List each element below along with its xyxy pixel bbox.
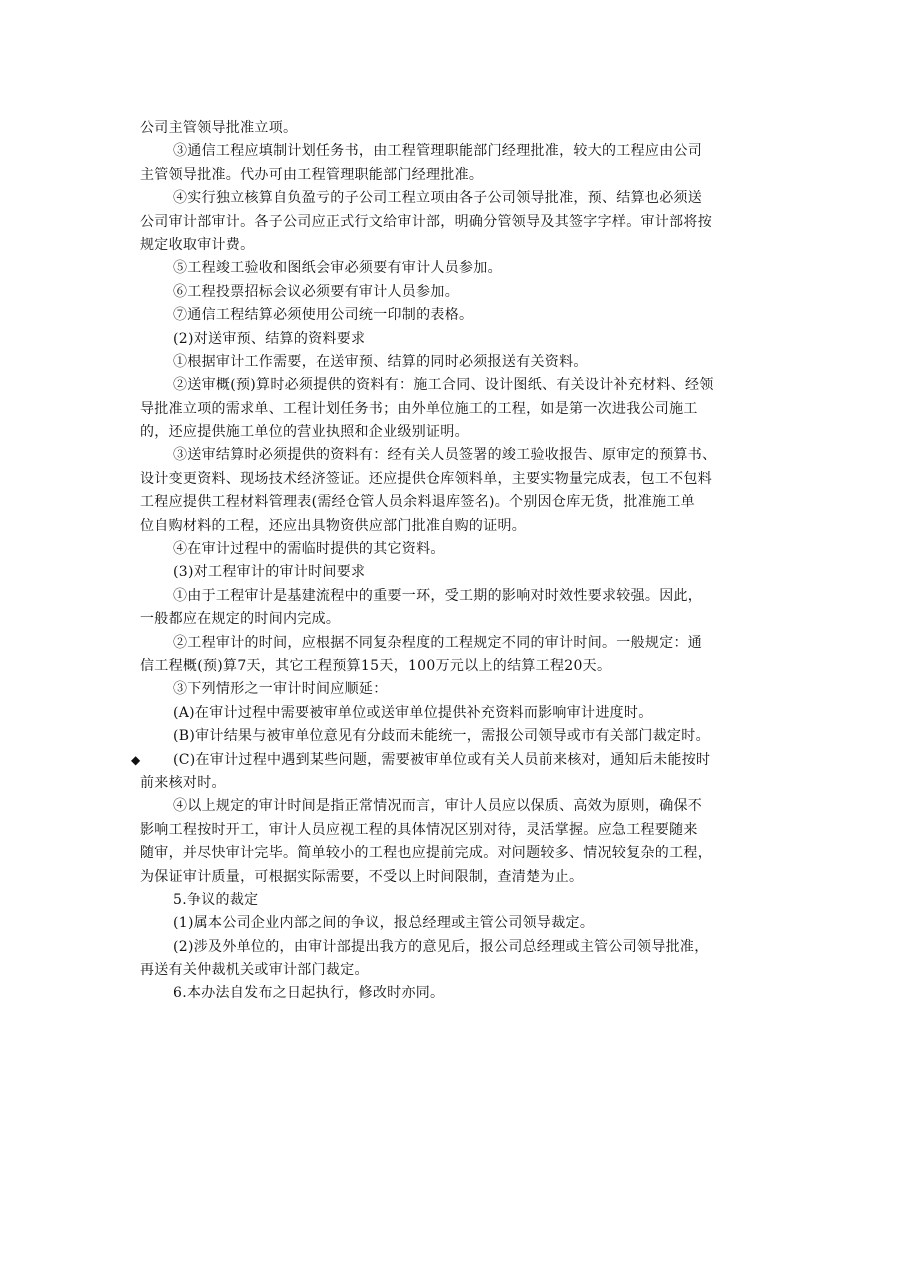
text-line: ②工程审计的时间，应根据不同复杂程度的工程规定不同的审计时间。一般规定：通 xyxy=(173,634,703,651)
text-line: ④以上规定的审计时间是指正常情况而言，审计人员应以保质、高效为原则，确保不 xyxy=(173,798,703,815)
text-line: 的，还应提供施工单位的营业执照和企业级别证明。 xyxy=(140,424,469,441)
text-line: 位自购材料的工程，还应出具物资供应部门批准自购的证明。 xyxy=(140,517,527,534)
text-line: 影响工程按时开工，审计人员应视工程的具体情况区别对待，灵活掌握。应急工程要随来 xyxy=(140,821,698,838)
section-heading: 5.争议的裁定 xyxy=(173,891,259,908)
section-heading: (3)对工程审计的审计时间要求 xyxy=(173,564,366,581)
text-line: 6.本办法自发布之日起执行，修改时亦同。 xyxy=(173,985,445,1002)
text-line: ③通信工程应填制计划任务书，由工程管理职能部门经理批准，较大的工程应由公司 xyxy=(173,143,703,160)
text-line: (A)在审计过程中需要被审单位或送审单位提供补充资料而影响审计进度时。 xyxy=(173,704,653,721)
text-line: 信工程概(预)算7天，其它工程预算15天，100万元以上的结算工程20天。 xyxy=(140,657,612,674)
text-line: 公司审计部审计。各子公司应正式行文给审计部，明确分管领导及其签字字样。审计部将按 xyxy=(140,213,712,230)
text-line: 再送有关仲裁机关或审计部门裁定。 xyxy=(140,962,369,979)
document-body xyxy=(131,117,772,1006)
text-line: 前来核对时。 xyxy=(140,774,226,791)
text-line: ③送审结算时必须提供的资料有：经有关人员签署的竣工验收报告、原审定的预算书、 xyxy=(173,447,717,464)
text-line: 设计变更资料、现场技术经济签证。还应提供仓库领料单，主要实物量完成表，包工不包料 xyxy=(140,470,712,487)
text-line: ⑤工程竣工验收和图纸会审必须要有审计人员参加。 xyxy=(173,260,502,277)
text-line: ⑦通信工程结算必须使用公司统一印制的表格。 xyxy=(173,307,474,324)
bullet-marker: ◆ xyxy=(131,752,141,767)
text-line: 主管领导批准。代办可由工程管理职能部门经理批准。 xyxy=(140,166,484,183)
text-line: (B)审计结果与被审单位意见有分歧而未能统一，需报公司领导或市有关部门裁定时。 xyxy=(173,728,710,745)
text-line: ①根据审计工作需要，在送审预、结算的同时必须报送有关资料。 xyxy=(173,353,588,370)
text-line-bulleted xyxy=(131,749,772,772)
text-line: ③下列情形之一审计时间应顺延： xyxy=(173,681,388,698)
text-line: ④实行独立核算自负盈亏的子公司工程立项由各子公司领导批准，预、结算也必须送 xyxy=(173,190,703,207)
text-line: 规定收取审计费。 xyxy=(140,236,255,253)
text-line: 工程应提供工程材料管理表(需经仓管人员余料退库签名)。个别因仓库无货，批准施工单 xyxy=(140,494,695,511)
text-line: ⑥工程投票招标会议必须要有审计人员参加。 xyxy=(173,283,459,300)
section-heading: (2)对送审预、结算的资料要求 xyxy=(173,330,366,347)
text-line: 为保证审计质量，可根据实际需要，不受以上时间限制，查清楚为止。 xyxy=(140,868,584,885)
text-line: 导批准立项的需求单、工程计划任务书；由外单位施工的工程，如是第一次进我公司施工 xyxy=(140,400,698,417)
text-line: 随审，并尽快审计完毕。简单较小的工程也应提前完成。对问题较多、情况较复杂的工程， xyxy=(140,845,712,862)
text-line: (1)属本公司企业内部之间的争议，报总经理或主管公司领导裁定。 xyxy=(173,915,595,932)
text-line-content: (C)在审计过程中遇到某些问题，需要被审单位或有关人员前来核对，通知后未能按时 xyxy=(173,751,711,768)
text-line: 一般都应在规定的时间内完成。 xyxy=(140,611,341,628)
text-line: 公司主管领导批准立项。 xyxy=(140,120,298,136)
text-line: (2)涉及外单位的，由审计部提出我方的意见后，报公司总经理或主管公司领导批准， xyxy=(173,938,709,955)
text-line: ①由于工程审计是基建流程中的重要一环，受工期的影响对时效性要求较强。因此， xyxy=(173,587,703,604)
text-line: ④在审计过程中的需临时提供的其它资料。 xyxy=(173,541,445,558)
text-line: ②送审概(预)算时必须提供的资料有：施工合同、设计图纸、有关设计补充材料、经领 xyxy=(173,377,714,394)
